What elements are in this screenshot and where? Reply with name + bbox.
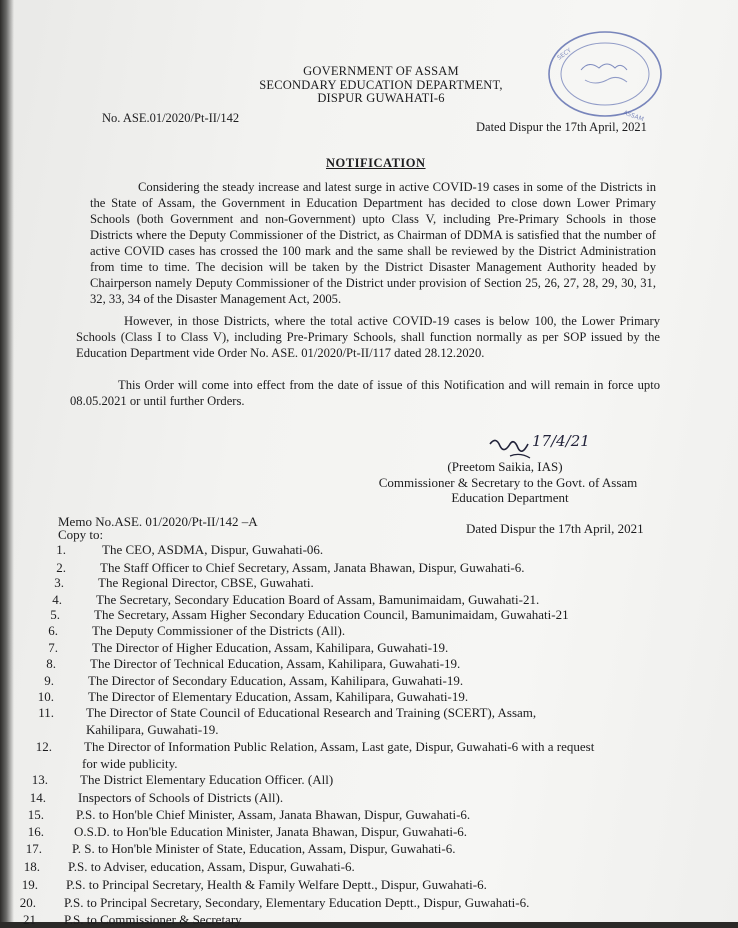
list-item-number: 19.: [21, 877, 38, 892]
list-item-number: 15.: [27, 807, 44, 822]
list-item-text: The Director of Technical Education, Assam, Kahilipara, Guwahati-19.: [90, 656, 461, 671]
list-item-number: 16.: [27, 824, 44, 839]
list-item-text: The Director of Information Public Relation, Assam, Last gate, Dispur, Guwahati-6 with a request: [84, 739, 595, 754]
memo-number: Memo No.ASE. 01/2020/Pt-II/142 –A: [58, 514, 258, 529]
list-item-number: 9.: [44, 673, 54, 688]
list-item-text: The CEO, ASDMA, Dispur, Guwahati-06.: [102, 542, 324, 557]
list-item-number: 6.: [48, 623, 58, 638]
paragraph-2: [76, 313, 660, 361]
list-item-text: The Regional Director, CBSE, Guwahati.: [98, 575, 314, 590]
list-item-number: 1.: [56, 542, 66, 557]
signature-date-handwriting: 17/4/21: [532, 432, 590, 450]
list-item-text: P.S. to Commissioner & Secretary: [64, 912, 242, 927]
list-item-number: 20.: [19, 895, 36, 910]
list-item-text: for wide publicity.: [82, 756, 178, 771]
header-address: DISPUR GUWAHATI-6: [317, 91, 445, 105]
list-item-text: P.S. to Principal Secretary, Health & Family Welfare Deptt., Dispur, Guwahati-6.: [66, 877, 487, 892]
list-item-number: 4.: [52, 592, 62, 607]
paragraph-2-text: However, in those Districts, where the total active COVID-19 cases is below 100, the Lower Primary Schools (Class I to Class V), including Pre-Primary Schools, shall function normally as per SOP issued by the Education Department vide Order No. ASE. 01/2020/Pt-II/117 dated 28.12.2020.: [76, 314, 660, 360]
list-item-text: P.S. to Principal Secretary, Secondary, Elementary Education Deptt., Dispur, Guwahati-6.: [64, 895, 530, 910]
list-item-number: 11.: [38, 705, 54, 720]
signatory-name: (Preetom Saikia, IAS): [447, 459, 563, 474]
list-item-text: P.S. to Hon'ble Chief Minister, Assam, Janata Bhawan, Dispur, Guwahati-6.: [76, 807, 471, 822]
svg-text:ASSAM: ASSAM: [622, 109, 645, 124]
list-item-number: 14.: [29, 790, 46, 805]
list-item-number: 18.: [23, 859, 40, 874]
list-item-text: The District Elementary Education Officer. (All): [80, 772, 334, 787]
header-govt: GOVERNMENT OF ASSAM: [303, 64, 459, 78]
page-edge-shadow: [0, 0, 14, 922]
list-item-text: O.S.D. to Hon'ble Education Minister, Janata Bhawan, Dispur, Guwahati-6.: [74, 824, 468, 839]
list-item-text: P. S. to Hon'ble Minister of State, Education, Assam, Dispur, Guwahati-6.: [72, 841, 456, 856]
memo-date: Dated Dispur the 17th April, 2021: [466, 521, 644, 536]
reference-number: No. ASE.01/2020/Pt-II/142: [102, 111, 240, 125]
list-item-text: The Secretary, Assam Higher Secondary Education Council, Bamunimaidam, Guwahati-21: [94, 607, 569, 622]
list-item-number: 17.: [25, 841, 42, 856]
list-item-text: Inspectors of Schools of Districts (All).: [78, 790, 284, 805]
list-item-text: The Director of Secondary Education, Assam, Kahilipara, Guwahati-19.: [88, 673, 464, 688]
notification-title: NOTIFICATION: [326, 156, 426, 170]
paragraph-3-text: This Order will come into effect from the date of issue of this Notification and will remain in force upto 08.05.2021 or until further Orders.: [70, 378, 660, 408]
signatory-designation: Commissioner & Secretary to the Govt. of Assam: [378, 475, 638, 490]
list-item-number: 5.: [50, 607, 60, 622]
list-item-number: 3.: [54, 575, 64, 590]
list-item-text: The Staff Officer to Chief Secretary, Assam, Janata Bhawan, Dispur, Guwahati-6.: [100, 560, 525, 575]
notification-date: Dated Dispur the 17th April, 2021: [476, 120, 647, 134]
list-item-number: 13.: [31, 772, 48, 787]
list-item-text: The Director of Elementary Education, Assam, Kahilipara, Guwahati-19.: [88, 689, 469, 704]
paragraph-1-text: Considering the steady increase and latest surge in active COVID-19 cases in some of the Districts in the State of Assam, the Government in Education Department has decided to close down Lower Primary Schools (both Government and non-Government) upto Class V, including Pre-Primary Schools in those Districts where the Deputy Commissioner of the District, as Chairman of DDMA is satisfied that the number of active COVID cases has crossed the 100 mark and the same shall be reviewed by the District Administration from time to time. The decision will be taken by the District Disaster Management Authority headed by Chairperson namely Deputy Commissioner of the District under provision of Section 25, 26, 27, 28, 29, 30, 31, 32, 33, 34 of the Disaster Management Act, 2005.: [90, 180, 656, 306]
list-item-number: 10.: [37, 689, 54, 704]
list-item-text: P.S. to Adviser, education, Assam, Dispur, Guwahati-6.: [68, 859, 355, 874]
list-item-number: 7.: [48, 640, 58, 655]
copy-to-label: Copy to:: [58, 527, 104, 542]
header-department: SECONDARY EDUCATION DEPARTMENT,: [259, 78, 503, 92]
list-item-number: 8.: [46, 656, 56, 671]
list-item-text: The Secretary, Secondary Education Board of Assam, Bamunimaidam, Guwahati-21.: [96, 592, 540, 607]
list-item-number: 12.: [35, 739, 52, 754]
svg-text:SECY: SECY: [556, 47, 573, 62]
paragraph-1: [90, 179, 656, 307]
department-seal-stamp: [545, 30, 665, 122]
list-item-text: Kahilipara, Guwahati-19.: [86, 722, 219, 737]
paragraph-3: [70, 377, 660, 409]
list-item-number: 21: [23, 912, 36, 927]
list-item-text: The Director of State Council of Educational Research and Training (SCERT), Assam,: [86, 705, 537, 720]
list-item-text: The Deputy Commissioner of the Districts (All).: [92, 623, 346, 638]
list-item-text: The Director of Higher Education, Assam, Kahilipara, Guwahati-19.: [92, 640, 449, 655]
signatory-department: Education Department: [451, 490, 569, 505]
list-item-number: 2.: [56, 560, 66, 575]
